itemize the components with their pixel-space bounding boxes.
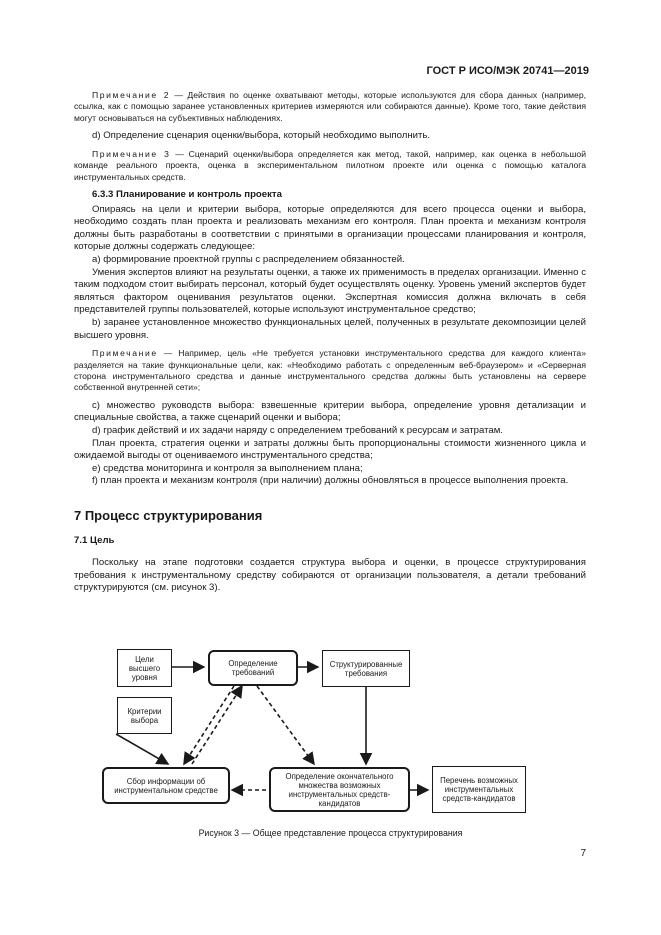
note-2-text: — Действия по оценке охватывают методы, которые используются для сбора данных (например, ссылка, как с помощью заранее установленных критериев измеряются или собираются данные). Кроме того, такие действия могут основываться на субъективных наблюдениях. [74, 90, 586, 123]
item-d-scenario: d) Определение сценария оценки/выбора, который необходимо выполнить. [92, 130, 431, 142]
box-selection-criteria: Критерии выбора [117, 697, 172, 734]
note-example-text: — Например, цель «Не требуется установки инструментального средства для каждого клиента» разделяется на такие функциональные цели, как: «Необходимо работать с определенным веб-браузером» и «Серверная сторона инструментального средства и данные инструментального средства должны быть установлены на сервере собственной внутренней сети»; [74, 348, 586, 393]
section-7-1-paragraph: Поскольку на этапе подготовки создается структура выбора и оценки, в процессе структурирования требования к инструментальному средству собираются от организации пользователя, а детали требований структурируются (см. рисунок 3). [74, 557, 586, 594]
list-item-a: а) формирование проектной группы с распределением обязанностей. [92, 254, 405, 265]
page-number: 7 [580, 848, 586, 859]
arrow-requirements-to-final [257, 686, 314, 764]
note-3-label: Примечание 3 [92, 148, 171, 159]
note-2 [74, 90, 586, 124]
section-7-1-title: 7.1 Цель [74, 534, 115, 546]
note-2-label: Примечание 2 [92, 90, 171, 100]
box-candidate-list: Перечень возможных инструментальных средств-кандидатов [432, 766, 526, 813]
note-example-label: Примечание [92, 348, 158, 359]
arrow-collect-to-requirements [192, 686, 242, 764]
figure-caption: Рисунок 3 — Общее представление процесса структурирования [198, 828, 463, 838]
section-6-3-3-paragraph-1: Опираясь на цели и критерии выбора, которые определяются для всего процесса оценки и выбора, необходимо создать план проекта и реализовать механизм его контроля. План проекта и механизм контроля должны быть разработаны в соответствии с принятыми в организации процессами планирования и контроля, которые должны содержать следующее: [74, 203, 586, 253]
note-example [74, 348, 586, 394]
box-final-candidate-set: Определение окончательного множества возможных инструментальных средств-кандидатов [269, 767, 410, 812]
box-high-level-goals: Цели высшего уровня [117, 649, 172, 687]
box-requirements-definition: Определение требований [208, 650, 298, 686]
list-item-d: d) график действий и их задачи наряду с определением требований к ресурсам и затратам. [92, 424, 503, 436]
structuring-diagram [74, 640, 586, 820]
section-7-title: 7 Процесс структурирования [74, 507, 263, 523]
arrow-criteria-to-collect [116, 734, 168, 764]
page-content [74, 90, 586, 595]
section-6-3-3-title: 6.3.3 Планирование и контроль проекта [92, 189, 282, 201]
note-3 [74, 149, 586, 183]
list-item-b: b) заранее установленное множество функциональных целей, полученных в результате декомпозиции целей высшего уровня. [74, 316, 586, 341]
box-structured-requirements: Структурированные требования [322, 650, 410, 687]
section-6-3-3-paragraph-3: План проекта, стратегия оценки и затраты должны быть пропорциональны стоимости жизненного цикла и ожидаемой выгоды от оцениваемого инструментального средства; [74, 437, 586, 462]
box-tool-info-collection: Сбор информации об инструментальном средстве [102, 767, 230, 804]
section-6-3-3-paragraph-2: Умения экспертов влияют на результаты оценки, а также их применимость в пределах организации. Именно с таким подходом стоит выбирать персонал, который будет осуществлять оценку. Уровень умений экспертов будет являться фактором оценивания результатов оценки. Экспертная комиссия должна включать в себя представителей группы пользователей, которые используют инструментальное средство; [74, 266, 586, 316]
list-item-e: e) средства мониторинга и контроля за выполнением плана; [92, 462, 363, 474]
list-item-f: f) план проекта и механизм контроля (при наличии) должны обновляться в процессе выполнения проекта. [92, 475, 569, 487]
document-header: ГОСТ Р ИСО/МЭК 20741—2019 [426, 65, 589, 77]
list-item-c: c) множество руководств выбора: взвешенные критерии выбора, определение уровня детализации и специальные свойства, а также сценарий оценки и выбора; [74, 399, 586, 424]
arrow-requirements-to-collect [184, 686, 234, 764]
note-3-text: — Сценарий оценки/выбора определяется как метод, такой, например, как оценка в небольшой команде реального проекта, оценка в экспериментальном пилотном проекте или оценка с помощью каталога инструментальных средств. [74, 148, 587, 182]
